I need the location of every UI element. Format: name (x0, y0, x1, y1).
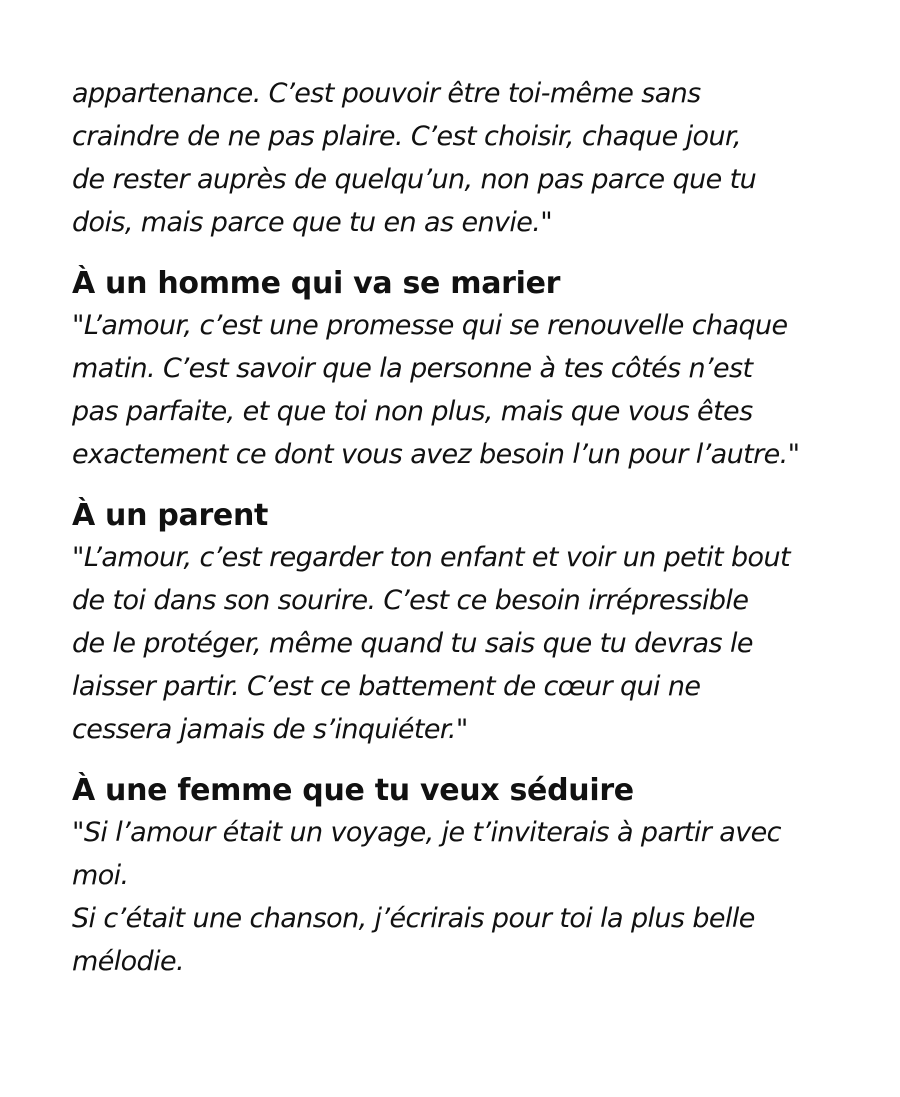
text-line: de le protéger, même quand tu sais que tu devras le (72, 628, 753, 659)
text-line: moi. (72, 860, 129, 891)
section-heading: À une femme que tu veux séduire (72, 773, 634, 808)
text-line: laisser partir. C’est ce battement de cœur qui ne (72, 671, 701, 702)
section-heading: À un homme qui va se marier (72, 266, 561, 301)
text-line: de rester auprès de quelqu’un, non pas parce que tu (72, 164, 757, 195)
intro-paragraph (72, 72, 862, 244)
text-line: Si c’était une chanson, j’écrirais pour toi la plus belle (72, 903, 755, 934)
text-line: pas parfaite, et que toi non plus, mais que vous êtes (72, 396, 753, 427)
text-line: "L’amour, c’est regarder ton enfant et voir un petit bout (72, 542, 790, 573)
section-heading: À un parent (72, 498, 269, 533)
text-line: cessera jamais de s’inquiéter." (72, 714, 468, 745)
section-femme-seduire (72, 771, 862, 983)
quote-paragraph (72, 304, 862, 476)
quote-paragraph (72, 536, 862, 751)
text-line: exactement ce dont vous avez besoin l’un pour l’autre." (72, 439, 800, 470)
text-line: craindre de ne pas plaire. C’est choisir, chaque jour, (72, 121, 741, 152)
text-line: dois, mais parce que tu en as envie." (72, 207, 553, 238)
text-line: "Si l’amour était un voyage, je t’inviterais à partir avec (72, 817, 781, 848)
text-line: mélodie. (72, 946, 184, 977)
text-line: matin. C’est savoir que la personne à tes côtés n’est (72, 353, 753, 384)
text-line: de toi dans son sourire. C’est ce besoin irrépressible (72, 585, 749, 616)
section-parent (72, 496, 862, 751)
text-line: appartenance. C’est pouvoir être toi-même sans (72, 78, 701, 109)
section-homme-marier (72, 264, 862, 476)
page-body (72, 72, 862, 983)
quote-paragraph (72, 811, 862, 983)
text-line: "L’amour, c’est une promesse qui se renouvelle chaque (72, 310, 788, 341)
